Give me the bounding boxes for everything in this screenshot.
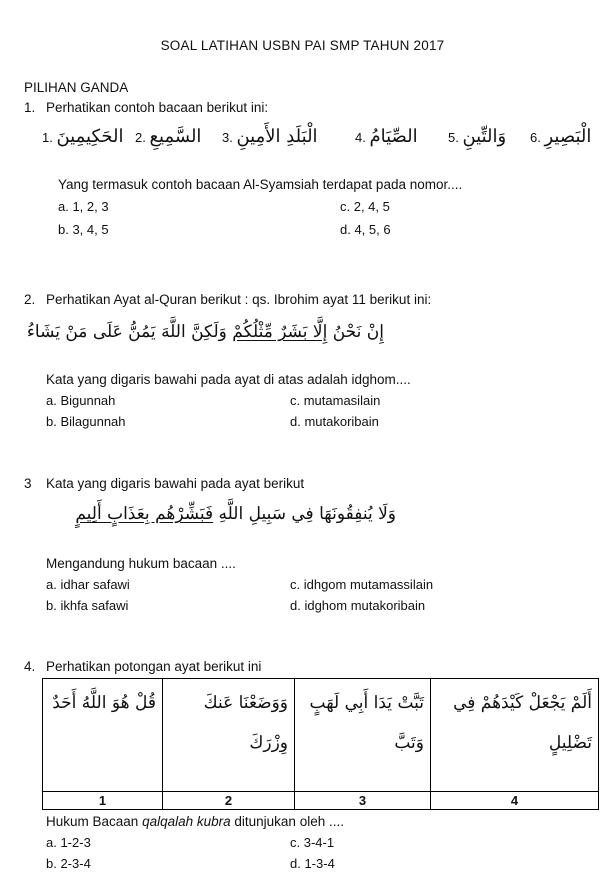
- q3-option-b[interactable]: b. ikhfa safawi: [46, 598, 129, 613]
- q1-item-3: [222, 126, 318, 147]
- q4-label-1: 1: [43, 792, 163, 810]
- q2-ayat-rest: وَلَكِنَّ اللَّهَ يَمُنُّ عَلَى مَنْ يَشَاءُ: [26, 322, 233, 342]
- q4-label-2: 2: [163, 792, 295, 810]
- q4-cell-3: تَبَّتْ يَدَا أَبِي لَهَبٍ وَتَبَّ: [295, 679, 431, 792]
- q4-question-post: ditunjukan oleh ....: [230, 814, 344, 829]
- q3-ayat-underlined: فَبَشِّرْهُم بِعَذَابٍ أَلِيمٍ: [75, 504, 214, 524]
- q1-item-1: [42, 126, 124, 147]
- q1-item-arabic: الصِّيَامُ: [369, 126, 418, 147]
- q1-item-arabic: الْبَصِيرِ: [544, 126, 592, 147]
- q1-item-num: 2.: [135, 130, 146, 145]
- q2-question: Kata yang digaris bawahi pada ayat di atas adalah idghom....: [46, 372, 411, 387]
- q3-option-c[interactable]: c. idhgom mutamassilain: [290, 577, 434, 592]
- q1-item-arabic: السَّمِيعِ: [149, 126, 202, 147]
- q2-number: 2.: [24, 292, 36, 307]
- q4-cell-4: أَلَمْ يَجْعَلْ كَيْدَهُمْ فِي تَضْلِيلٍ: [431, 679, 599, 792]
- q1-item-arabic: وَالتِّينِ: [462, 126, 507, 147]
- q4-ayat-table: [42, 678, 599, 810]
- q4-option-b[interactable]: b. 2-3-4: [46, 856, 91, 871]
- q1-option-c[interactable]: c. 2, 4, 5: [340, 199, 390, 214]
- q1-item-2: [135, 126, 201, 147]
- q1-option-a[interactable]: a. 1, 2, 3: [58, 199, 109, 214]
- q1-option-d[interactable]: d. 4, 5, 6: [340, 222, 391, 237]
- q4-ayat-row: [43, 679, 599, 792]
- q4-text: Perhatikan potongan ayat berikut ini: [46, 659, 262, 674]
- q3-text: Kata yang digaris bawahi pada ayat berikut: [46, 476, 305, 491]
- q2-option-b[interactable]: b. Bilagunnah: [46, 414, 126, 429]
- q4-label-row: [43, 792, 599, 810]
- q1-item-num: 4.: [355, 130, 366, 145]
- q4-cell-1: قُلْ هُوَ اللَّهُ أَحَدٌ: [43, 679, 163, 792]
- q1-item-num: 3.: [222, 130, 233, 145]
- q3-option-a[interactable]: a. idhar safawi: [46, 577, 130, 592]
- q1-option-b[interactable]: b. 3, 4, 5: [58, 222, 109, 237]
- q4-question-italic: qalqalah kubra: [142, 814, 231, 829]
- section-heading: PILIHAN GANDA: [24, 80, 129, 95]
- q1-item-arabic: الْبَلَدِ الأَمِينِ: [236, 126, 318, 147]
- q4-option-d[interactable]: d. 1-3-4: [290, 856, 335, 871]
- q3-ayat: [76, 504, 396, 524]
- q4-question: [46, 814, 344, 829]
- q2-option-d[interactable]: d. mutakoribain: [290, 414, 379, 429]
- q2-ayat-plain: إِنْ نَحْنُ: [327, 322, 384, 342]
- q4-option-c[interactable]: c. 3-4-1: [290, 835, 335, 850]
- q2-ayat-underlined: إِلَّا بَشَرٌ مِّثْلُكُمْ: [232, 322, 328, 342]
- q1-number: 1.: [24, 100, 36, 115]
- q4-cell-2: وَوَضَعْنَا عَنكَ وِزْرَكَ: [163, 679, 295, 792]
- q1-item-num: 6.: [530, 130, 541, 145]
- q2-option-c[interactable]: c. mutamasilain: [290, 393, 381, 408]
- q2-text: Perhatikan Ayat al-Quran berikut : qs. Ibrohim ayat 11 berikut ini:: [46, 292, 432, 307]
- q3-option-d[interactable]: d. idghom mutakoribain: [290, 598, 426, 613]
- q1-item-6: [530, 126, 591, 147]
- q1-item-4: [355, 126, 418, 147]
- q4-number: 4.: [24, 659, 36, 674]
- q3-question: Mengandung hukum bacaan ....: [46, 556, 236, 571]
- q2-option-a[interactable]: a. Bigunnah: [46, 393, 116, 408]
- q4-label-3: 3: [295, 792, 431, 810]
- page-title: SOAL LATIHAN USBN PAI SMP TAHUN 2017: [160, 38, 445, 53]
- q1-item-5: [448, 126, 506, 147]
- q2-ayat: [26, 322, 384, 342]
- q3-ayat-plain: وَلَا يُنفِقُونَهَا فِي سَبِيلِ اللَّهِ: [213, 504, 396, 524]
- q1-item-arabic: الحَكِيمِينَ: [56, 126, 124, 147]
- q1-text: Perhatikan contoh bacaan berikut ini:: [46, 100, 269, 115]
- q1-item-num: 5.: [448, 130, 459, 145]
- q1-item-num: 1.: [42, 130, 53, 145]
- q1-question: Yang termasuk contoh bacaan Al-Syamsiah terdapat pada nomor....: [58, 177, 463, 192]
- q4-option-a[interactable]: a. 1-2-3: [46, 835, 91, 850]
- q4-label-4: 4: [431, 792, 599, 810]
- q4-question-pre: Hukum Bacaan: [46, 814, 143, 829]
- q3-number: 3: [24, 476, 32, 491]
